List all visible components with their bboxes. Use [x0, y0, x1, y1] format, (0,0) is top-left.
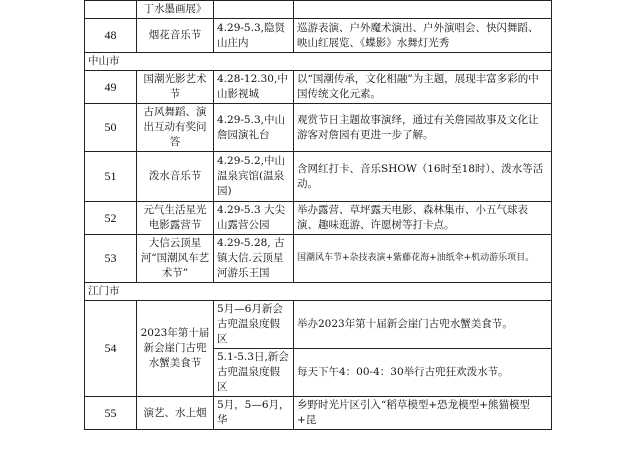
- event-time: 4.29-5.28, 古镇大信.云顶星河游乐王国: [214, 235, 294, 283]
- table-row: [85, 1, 552, 19]
- event-name: 烟花音乐节: [137, 19, 214, 53]
- row-number: 52: [85, 202, 137, 235]
- event-time: 5月—6月新会古兜温泉度假区: [214, 301, 294, 349]
- table-row: [85, 71, 552, 104]
- event-name: 演艺、水上烟: [137, 397, 214, 430]
- event-time: 4.29-5.3 大尖山露营公园: [214, 202, 294, 235]
- city-row: [85, 283, 552, 301]
- event-time: 5月，5—6月，华: [214, 397, 294, 430]
- event-name: 古风舞蹈、演出互动有奖问答: [137, 104, 214, 152]
- table-row: [85, 104, 552, 152]
- row-number: 51: [85, 152, 137, 202]
- event-content: 举办露营、草坪露天电影、森林集市、小五气球表演、趣味逛游、许愿树等打卡点。: [294, 202, 552, 235]
- event-time: 4.29-5.2,中山温泉宾馆(温泉园): [214, 152, 294, 202]
- event-time: 5.1-5.3日,新会古兜温泉度假区: [214, 349, 294, 397]
- event-content: 乡野时光片区引入“稻草模型+恐龙模型+熊猫模型+昆: [294, 397, 552, 430]
- row-number: 53: [85, 235, 137, 283]
- row-number: 49: [85, 71, 137, 104]
- event-time: 4.28-12.30,中山影视城: [214, 71, 294, 104]
- event-content: 含网红打卡、音乐SHOW（16时至18时）、泼水等活动。: [294, 152, 552, 202]
- row-number: 54: [85, 301, 137, 397]
- event-time: 4.29-5.3,隐贤山庄内: [214, 19, 294, 53]
- event-name: 2023年第十届新会崖门古兜水蟹美食节: [137, 301, 214, 397]
- event-content: 每天下午4：00-4：30举行古兜狂欢泼水节。: [294, 349, 552, 397]
- event-time: 4.29-5.3,中山詹园演礼台: [214, 104, 294, 152]
- event-content: 举办2023年第十届新会崖门古兜水蟹美食节。: [294, 301, 552, 349]
- row-number: 50: [85, 104, 137, 152]
- event-name: 元气生活星光电影露营节: [137, 202, 214, 235]
- event-content: 以“国潮传承，文化相融”为主题，展现丰富多彩的中国传统文化元素。: [294, 71, 552, 104]
- events-table: [84, 0, 552, 430]
- event-name: 丁水墨画展》: [137, 1, 214, 19]
- event-content: 国潮风车节+杂技表演+紫藤花海+油纸伞+机动游乐项目。: [294, 235, 552, 283]
- city-heading: 中山市: [85, 53, 552, 71]
- event-name: 国潮光影艺术节: [137, 71, 214, 104]
- table-row: [85, 235, 552, 283]
- event-content: 巡游表演、户外魔术演出、户外演唱会、快闪舞蹈、映山红展览、《蝶影》水舞灯光秀: [294, 19, 552, 53]
- table-row: [85, 397, 552, 430]
- row-number: 48: [85, 19, 137, 53]
- table-row: [85, 152, 552, 202]
- city-heading: 江门市: [85, 283, 552, 301]
- table-row: [85, 202, 552, 235]
- event-name: 泼水音乐节: [137, 152, 214, 202]
- table-row: [85, 301, 552, 349]
- city-row: [85, 53, 552, 71]
- event-content: 观赏节日主题故事演绎，通过有关詹园故事及文化让游客对詹园有更进一步了解。: [294, 104, 552, 152]
- row-number: 55: [85, 397, 137, 430]
- event-name: 大信云顶星河“国潮风车艺术节”: [137, 235, 214, 283]
- table-row: [85, 19, 552, 53]
